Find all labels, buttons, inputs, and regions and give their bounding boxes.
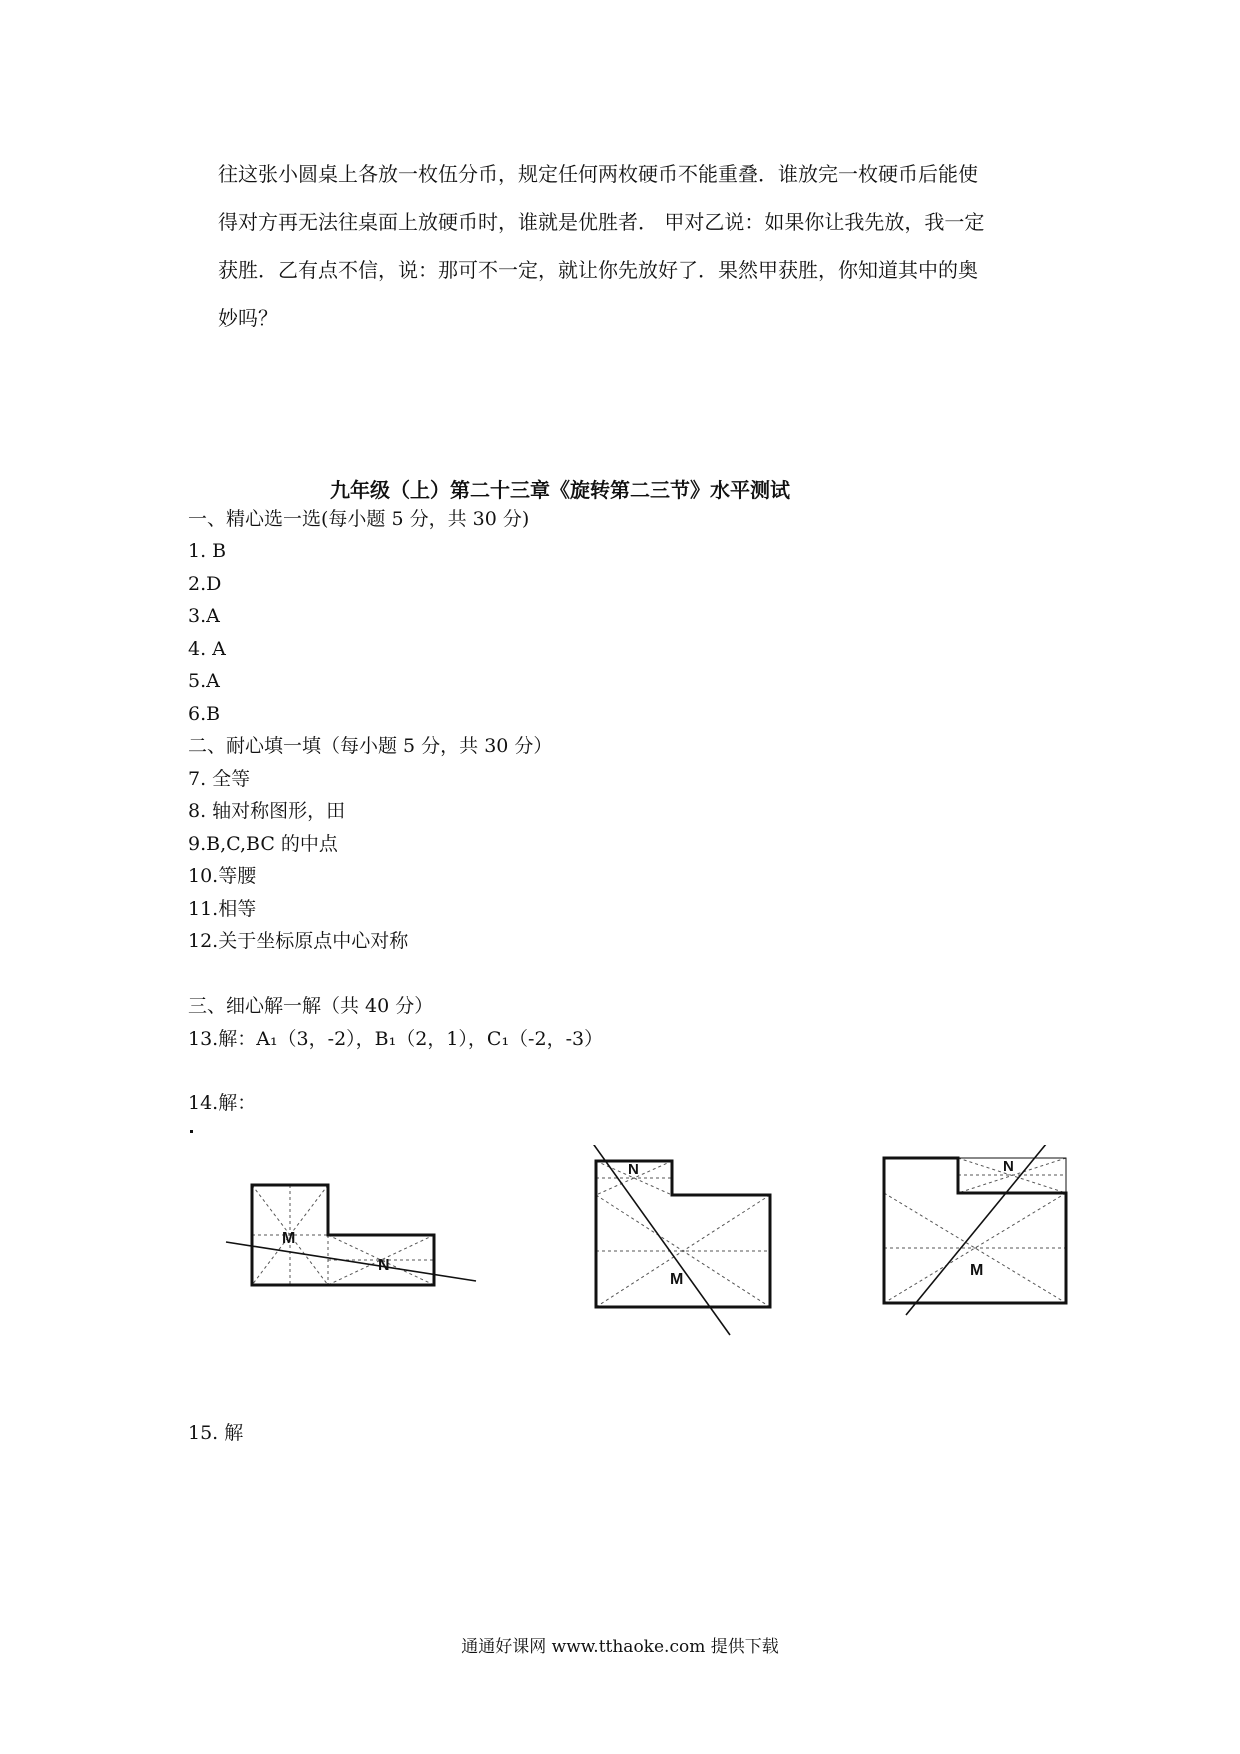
stray-dot (190, 1130, 193, 1133)
figure-1 (218, 1145, 488, 1315)
test-title: 九年级（上）第二十三章《旋转第二三节》水平测试 (330, 478, 790, 502)
answer-4: 4. A (188, 638, 226, 660)
answer-5: 5.A (188, 670, 220, 692)
answer-1: 1. B (188, 540, 227, 562)
answer-12: 12.关于坐标原点中心对称 (188, 930, 409, 952)
page-footer: 通通好课网 www.tthaoke.com 提供下载 (461, 1637, 779, 1657)
answer-13: 13.解：A₁（3，-2），B₁（2，1），C₁（-2，-3） (188, 1028, 604, 1050)
figure-2-label-n: N (628, 1161, 639, 1178)
intro-line-1: 往这张小圆桌上各放一枚伍分币，规定任何两枚硬币不能重叠．谁放完一枚硬币后能使 (218, 162, 978, 186)
intro-line-3: 获胜．乙有点不信，说：那可不一定，就让你先放好了．果然甲获胜，你知道其中的奥 (218, 258, 978, 282)
section1-heading: 一、精心选一选(每小题 5 分，共 30 分) (188, 508, 530, 530)
figure-3 (870, 1145, 1080, 1345)
answer-14: 14.解： (188, 1092, 257, 1114)
answer-15: 15. 解 (188, 1422, 244, 1444)
answer-11: 11.相等 (188, 898, 257, 920)
intro-line-4: 妙吗？ (218, 306, 278, 330)
figure-3-label-n: N (1003, 1158, 1014, 1175)
answer-9: 9.B,C,BC 的中点 (188, 833, 338, 855)
figure-1-label-m: M (282, 1230, 296, 1247)
figure-1-label-n: N (378, 1257, 390, 1274)
answer-10: 10.等腰 (188, 865, 257, 887)
figure-2 (570, 1145, 820, 1355)
answer-6: 6.B (188, 703, 221, 725)
figure-2-label-m: M (670, 1271, 684, 1288)
answer-2: 2.D (188, 573, 222, 595)
figure-1-cut-line (226, 1242, 476, 1281)
answer-3: 3.A (188, 605, 220, 627)
figure-3-cut-line (906, 1145, 1060, 1315)
section2-heading: 二、耐心填一填（每小题 5 分，共 30 分） (188, 735, 553, 757)
answer-7: 7. 全等 (188, 768, 251, 790)
intro-line-2: 得对方再无法往桌面上放硬币时，谁就是优胜者． 甲对乙说：如果你让我先放，我一定 (218, 210, 985, 234)
figure-3-label-m: M (970, 1262, 984, 1279)
answer-8: 8. 轴对称图形，田 (188, 800, 346, 822)
section3-heading: 三、细心解一解（共 40 分） (188, 995, 434, 1017)
